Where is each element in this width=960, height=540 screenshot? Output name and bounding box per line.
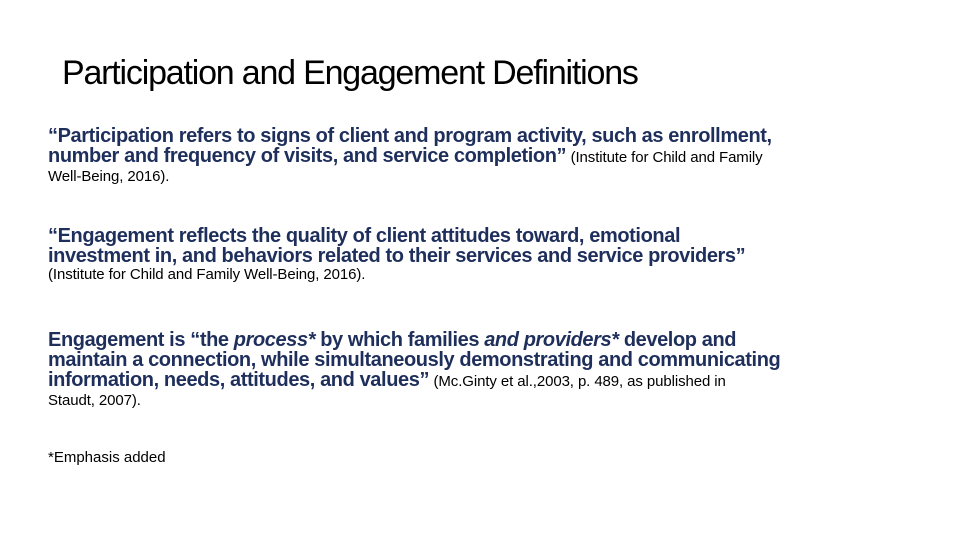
engagement-process-citation-continued: Staudt, 2007). xyxy=(48,392,141,409)
engagement-citation: (Institute for Child and Family Well-Being, 2016). xyxy=(48,266,366,283)
engagement-process-citation: (Mc.Ginty et al.,2003, p. 489, as published in xyxy=(433,373,726,390)
engagement-process-definition xyxy=(48,330,780,410)
emphasis-footnote: *Emphasis added xyxy=(48,449,166,466)
emphasis-process: process* xyxy=(233,329,316,351)
participation-quote-line-1: “Participation refers to signs of client and program activity, such as enrollment, xyxy=(48,125,772,147)
participation-quote-line-2-text: number and frequency of visits, and service completion” xyxy=(48,145,567,167)
engagement-process-line-1-start: Engagement is “the xyxy=(48,329,234,351)
participation-definition xyxy=(48,126,772,186)
engagement-quote-line-1: “Engagement reflects the quality of client attitudes toward, emotional xyxy=(48,225,681,247)
engagement-process-line-2: maintain a connection, while simultaneously demonstrating and communicating xyxy=(48,349,781,371)
engagement-process-line-1-end: develop and xyxy=(618,329,737,351)
engagement-process-line-1 xyxy=(48,330,780,350)
engagement-process-line-3-text: information, needs, attitudes, and values” xyxy=(48,369,430,391)
participation-quote-line-2 xyxy=(48,146,772,168)
emphasis-and-providers: and providers* xyxy=(484,329,619,351)
engagement-definition xyxy=(48,226,745,284)
engagement-process-line-1-middle: by which families xyxy=(315,329,485,351)
participation-citation-continued: Well-Being, 2016). xyxy=(48,168,170,185)
engagement-quote-line-2: investment in, and behaviors related to their services and service providers” xyxy=(48,245,746,267)
engagement-process-line-3 xyxy=(48,370,780,392)
participation-citation: (Institute for Child and Family xyxy=(570,149,763,166)
slide-title: Participation and Engagement Definitions xyxy=(62,54,638,92)
